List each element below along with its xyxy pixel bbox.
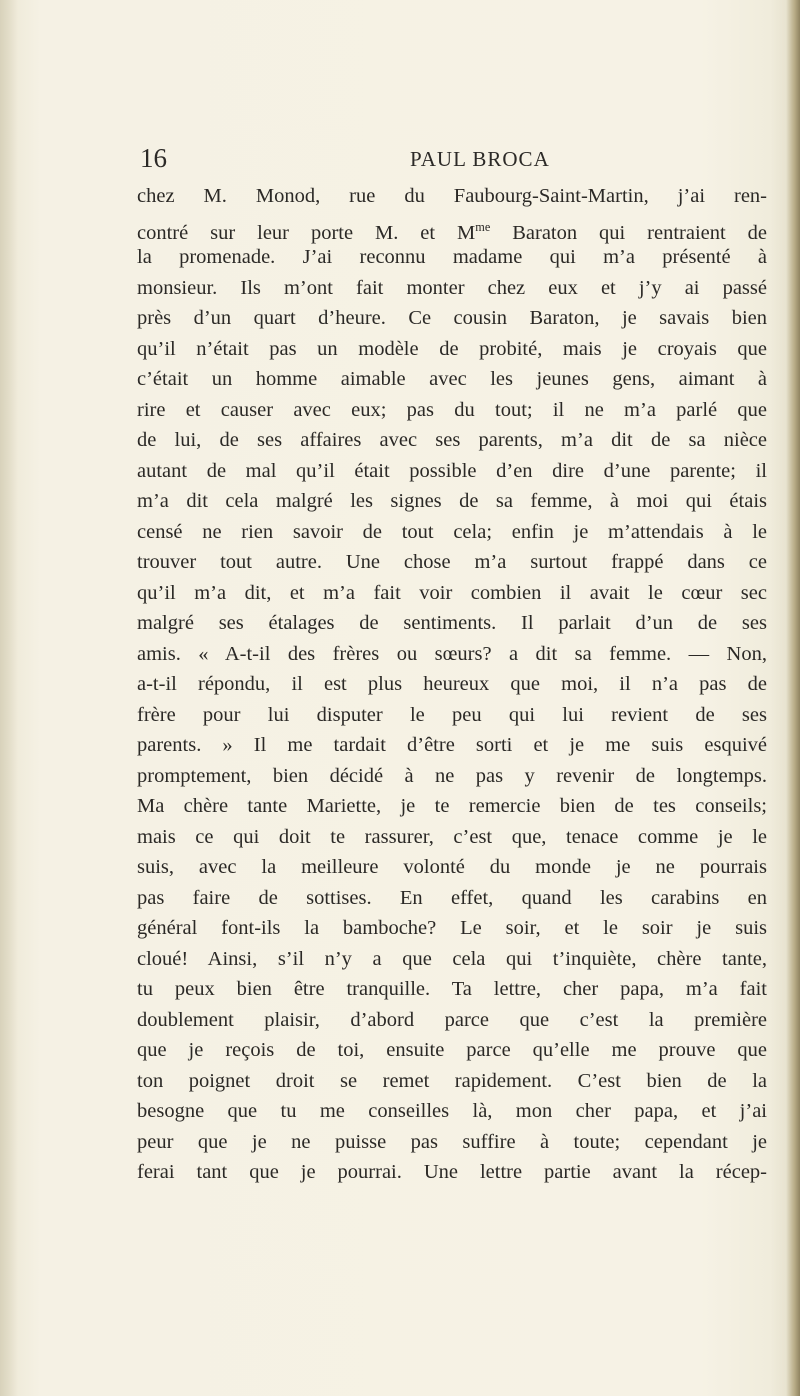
text-line: m’a dit cela malgré les signes de sa femme, à moi qui étais bbox=[137, 490, 767, 512]
text-line: Ma chère tante Mariette, je te remercie bien de tes conseils; bbox=[137, 795, 767, 817]
text-line: doublement plaisir, d’abord parce que c’est la première bbox=[137, 1008, 767, 1031]
page-edge-shadow bbox=[786, 0, 800, 1396]
body-text bbox=[137, 181, 767, 1188]
text-line: que je reçois de toi, ensuite parce qu’elle me prouve que bbox=[137, 1039, 767, 1061]
text-line: mais ce qui doit te rassurer, c’est que, tenace comme je le bbox=[137, 825, 767, 848]
text-line: près d’un quart d’heure. Ce cousin Baraton, je savais bien bbox=[137, 307, 767, 329]
text-line: cloué! Ainsi, s’il n’y a que cela qui t’inquiète, chère tante, bbox=[137, 947, 767, 970]
superscript-me: me bbox=[475, 219, 491, 234]
running-head: PAUL BROCA bbox=[410, 147, 550, 171]
text-line: frère pour lui disputer le peu qui lui revient de ses bbox=[137, 703, 767, 726]
text-line: autant de mal qu’il était possible d’en dire d’une parente; il bbox=[137, 459, 767, 482]
text-line: contré sur leur porte M. et $M^{me}$ Baraton qui rentraient de bbox=[137, 219, 767, 244]
text-line: général font-ils la bamboche? Le soir, et le soir je suis bbox=[137, 917, 767, 939]
text-line: la promenade. J’ai reconnu madame qui m’a présenté à bbox=[137, 246, 767, 268]
text-line: a-t-il répondu, il est plus heureux que moi, il n’a pas de bbox=[137, 673, 767, 695]
text-line: tu peux bien être tranquille. Ta lettre, cher papa, m’a fait bbox=[137, 978, 767, 1000]
text-line: malgré ses étalages de sentiments. Il parlait d’un de ses bbox=[137, 612, 767, 634]
page-header bbox=[140, 143, 770, 173]
page-gutter-shadow bbox=[0, 0, 18, 1396]
text-line: qu’il m’a dit, et m’a fait voir combien il avait le cœur sec bbox=[137, 581, 767, 604]
text-line: suis, avec la meilleure volonté du monde je ne pourrais bbox=[137, 856, 767, 878]
text-line: qu’il n’était pas un modèle de probité, mais je croyais que bbox=[137, 337, 767, 360]
text-line: rire et causer avec eux; pas du tout; il ne m’a parlé que bbox=[137, 398, 767, 421]
text-line: censé ne rien savoir de tout cela; enfin je m’attendais à le bbox=[137, 520, 767, 543]
text-line: promptement, bien décidé à ne pas y revenir de longtemps. bbox=[137, 764, 767, 787]
page-number: 16 bbox=[140, 143, 167, 173]
text-line: c’était un homme aimable avec les jeunes gens, aimant à bbox=[137, 368, 767, 390]
text-line: trouver tout autre. Une chose m’a surtout frappé dans ce bbox=[137, 551, 767, 573]
text-line: besogne que tu me conseilles là, mon cher papa, et j’ai bbox=[137, 1100, 767, 1122]
text-line: ferai tant que je pourrai. Une lettre partie avant la récep- bbox=[137, 1161, 767, 1183]
text-line: amis. « A-t-il des frères ou sœurs? a dit sa femme. — Non, bbox=[137, 642, 767, 665]
text-line: chez M. Monod, rue du Faubourg-Saint-Martin, j’ai ren- bbox=[137, 185, 767, 207]
text-line: de lui, de ses affaires avec ses parents, m’a dit de sa nièce bbox=[137, 429, 767, 451]
text-line: pas faire de sottises. En effet, quand les carabins en bbox=[137, 886, 767, 909]
text-line: peur que je ne puisse pas suffire à toute; cependant je bbox=[137, 1130, 767, 1153]
text-line: parents. » Il me tardait d’être sorti et je me suis esquivé bbox=[137, 734, 767, 756]
text-line: ton poignet droit se remet rapidement. C’est bien de la bbox=[137, 1069, 767, 1092]
text-line: monsieur. Ils m’ont fait monter chez eux et j’y ai passé bbox=[137, 276, 767, 299]
